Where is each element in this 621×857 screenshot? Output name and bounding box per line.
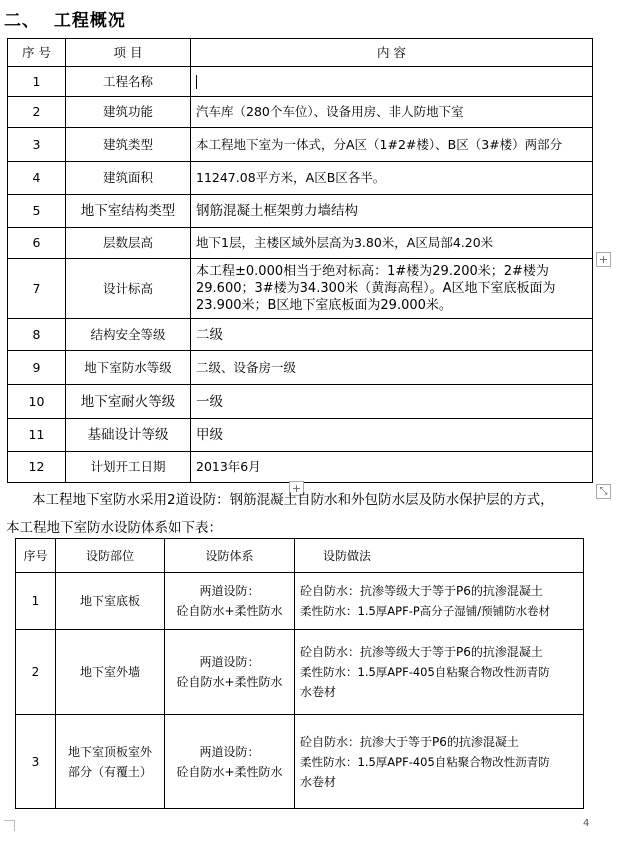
system-line: 砼自防水+柔性防水 xyxy=(176,604,283,618)
table-row xyxy=(8,97,593,128)
row-method[interactable] xyxy=(295,715,584,809)
table-row xyxy=(8,351,593,385)
row-no: 3 xyxy=(16,715,56,809)
page-number: 4 xyxy=(583,818,590,829)
section-heading: 二、 工程概况 xyxy=(4,11,126,31)
row-no: 3 xyxy=(8,128,66,162)
row-item: 地下室结构类型 xyxy=(66,195,191,228)
header-no: 序号 xyxy=(16,539,56,573)
waterproof-table xyxy=(15,538,584,809)
row-method[interactable] xyxy=(295,573,584,630)
table-row xyxy=(8,162,593,195)
method-line: 砼自防水：抗渗等级大于等于P6的抗渗混凝土 xyxy=(300,584,543,598)
row-no: 7 xyxy=(8,259,66,319)
table-row xyxy=(16,630,584,715)
row-content[interactable]: 地下1层，主楼区域外层高为3.80米，A区局部4.20米 xyxy=(191,228,593,259)
row-no: 2 xyxy=(16,630,56,715)
row-content[interactable]: 钢筋混凝土框架剪力墙结构 xyxy=(191,195,593,228)
method-line: 砼自防水：抗渗等级大于等于P6的抗渗混凝土 xyxy=(300,645,543,659)
row-no: 2 xyxy=(8,97,66,128)
row-no: 6 xyxy=(8,228,66,259)
part-line: 地下室顶板室外 xyxy=(67,744,152,759)
method-line: 柔性防水：1.5厚APF-405自粘聚合物改性沥青防 xyxy=(300,754,550,769)
table-row xyxy=(8,452,593,483)
row-content[interactable]: 2013年6月 xyxy=(191,452,593,483)
row-part: 地下室外墙 xyxy=(56,630,165,715)
row-item: 地下室耐火等级 xyxy=(66,385,191,419)
row-item: 设计标高 xyxy=(66,259,191,319)
table-row xyxy=(8,228,593,259)
row-part xyxy=(56,715,165,809)
system-line: 两道设防： xyxy=(199,584,260,598)
row-content[interactable]: 二级、设备房一级 xyxy=(191,351,593,385)
row-system xyxy=(165,715,295,809)
table-row xyxy=(8,319,593,351)
row-system xyxy=(165,573,295,630)
system-line: 两道设防： xyxy=(199,744,260,759)
table-row xyxy=(16,715,584,809)
add-column-icon[interactable]: + xyxy=(596,252,611,267)
add-row-icon[interactable]: + xyxy=(289,481,304,496)
row-no: 1 xyxy=(8,67,66,97)
row-content[interactable]: 汽车库（280个车位）、设备用房、非人防地下室 xyxy=(191,97,593,128)
table-row xyxy=(8,67,593,97)
row-part: 地下室底板 xyxy=(56,573,165,630)
system-line: 两道设防： xyxy=(199,655,260,669)
header-content: 内 容 xyxy=(191,39,593,67)
system-line: 砼自防水+柔性防水 xyxy=(176,764,283,779)
row-content[interactable]: 11247.08平方米，A区B区各半。 xyxy=(191,162,593,195)
row-item: 建筑面积 xyxy=(66,162,191,195)
table-resize-handle-icon[interactable]: ⤡ xyxy=(596,484,611,499)
overview-table xyxy=(7,38,593,483)
method-line: 柔性防水：1.5厚APF-P高分子湿铺/预铺防水卷材 xyxy=(300,604,551,618)
table-row xyxy=(16,573,584,630)
row-no: 9 xyxy=(8,351,66,385)
header-item: 项 目 xyxy=(66,39,191,67)
row-item: 工程名称 xyxy=(66,67,191,97)
paragraph-line-1: 本工程地下室防水采用2道设防：钢筋混凝土自防水和外包防水层及防水保护层的方式， xyxy=(32,492,554,508)
paragraph-line-2: 本工程地下室防水设防体系如下表： xyxy=(6,520,222,536)
row-item: 建筑类型 xyxy=(66,128,191,162)
header-no: 序 号 xyxy=(8,39,66,67)
row-content[interactable]: 本工程±0.000相当于绝对标高：1#楼为29.200米；2#楼为29.600；3#楼为34.300米（黄海高程）。A区地下室底板面为23.900米；B区地下室底板面为29.000米。 xyxy=(191,259,593,319)
row-item: 计划开工日期 xyxy=(66,452,191,483)
row-item: 结构安全等级 xyxy=(66,319,191,351)
row-no: 12 xyxy=(8,452,66,483)
table-row xyxy=(8,259,593,319)
row-content-editable[interactable] xyxy=(191,67,593,97)
part-line: 部分（有覆土） xyxy=(67,764,152,779)
table-row xyxy=(8,419,593,452)
row-item: 基础设计等级 xyxy=(66,419,191,452)
row-item: 建筑功能 xyxy=(66,97,191,128)
method-line: 水卷材 xyxy=(300,774,337,789)
row-method[interactable] xyxy=(295,630,584,715)
row-content[interactable]: 本工程地下室为一体式，分A区（1#2#楼）、B区（3#楼）两部分 xyxy=(191,128,593,162)
method-line: 水卷材 xyxy=(300,685,337,699)
row-content[interactable]: 一级 xyxy=(191,385,593,419)
row-content[interactable]: 二级 xyxy=(191,319,593,351)
method-line: 砼自防水：抗渗大于等于P6的抗渗混凝土 xyxy=(300,734,519,749)
row-no: 5 xyxy=(8,195,66,228)
table-row xyxy=(8,195,593,228)
system-line: 砼自防水+柔性防水 xyxy=(176,675,283,689)
row-system xyxy=(165,630,295,715)
row-no: 10 xyxy=(8,385,66,419)
page-corner-mark xyxy=(4,820,15,831)
row-no: 8 xyxy=(8,319,66,351)
table-row xyxy=(8,385,593,419)
header-system: 设防体系 xyxy=(165,539,295,573)
text-cursor xyxy=(196,75,197,89)
table-row xyxy=(8,128,593,162)
row-item: 层数层高 xyxy=(66,228,191,259)
method-line: 柔性防水：1.5厚APF-405自粘聚合物改性沥青防 xyxy=(300,665,550,679)
row-content[interactable]: 甲级 xyxy=(191,419,593,452)
header-part: 设防部位 xyxy=(56,539,165,573)
header-method: 设防做法 xyxy=(295,539,584,573)
row-no: 1 xyxy=(16,573,56,630)
row-no: 4 xyxy=(8,162,66,195)
row-no: 11 xyxy=(8,419,66,452)
row-item: 地下室防水等级 xyxy=(66,351,191,385)
